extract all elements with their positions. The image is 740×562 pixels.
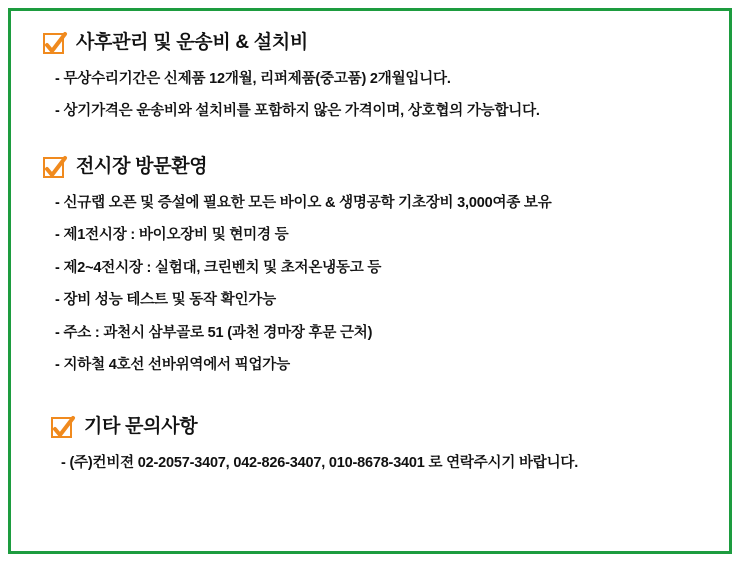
- section-title: 전시장 방문환영: [76, 155, 208, 177]
- section-heading: [43, 33, 703, 54]
- orange-check-icon: [43, 33, 64, 54]
- list-item: - 무상수리기간은 신제품 12개월, 리퍼제품(중고품) 2개월입니다.: [55, 71, 451, 87]
- section-bullet-list: [37, 452, 703, 474]
- list-item: - 신규랩 오픈 및 증설에 필요한 모든 바이오 & 생명공학 기초장비 3,000여종 보유: [55, 194, 552, 211]
- section-title: 사후관리 및 운송비 & 설치비: [76, 32, 308, 54]
- list-item: - 주소 : 과천시 삼부골로 51 (과천 경마장 후문 근처): [55, 324, 373, 341]
- document-content: [11, 11, 729, 551]
- list-item: - 제2~4전시장 : 실험대, 크린벤치 및 초저온냉동고 등: [55, 259, 382, 276]
- section-other-inquiries: [37, 417, 703, 474]
- list-item: - 제1전시장 : 바이오장비 및 현미경 등: [55, 227, 289, 244]
- green-border-frame: [8, 8, 732, 554]
- list-item: - 지하철 4호선 선바위역에서 픽업가능: [55, 357, 290, 374]
- list-item: - 장비 성능 테스트 및 동작 확인가능: [55, 292, 276, 309]
- list-item: - 상기가격은 운송비와 설치비를 포함하지 않은 가격이며, 상호협의 가능합니다.: [55, 103, 540, 120]
- section-bullet-list: [37, 68, 703, 123]
- section-heading: [43, 157, 703, 178]
- section-bullet-list: [37, 192, 703, 377]
- orange-check-icon: [43, 157, 64, 178]
- section-heading: [51, 417, 703, 438]
- section-after-service: [37, 33, 703, 123]
- list-item: - (주)컨비젼 02-2057-3407, 042-826-3407, 010-8678-3401 로 연락주시기 바랍니다.: [61, 454, 579, 471]
- orange-check-icon: [51, 417, 72, 438]
- section-showroom-visit: [37, 157, 703, 377]
- section-title: 기타 문의사항: [84, 415, 198, 437]
